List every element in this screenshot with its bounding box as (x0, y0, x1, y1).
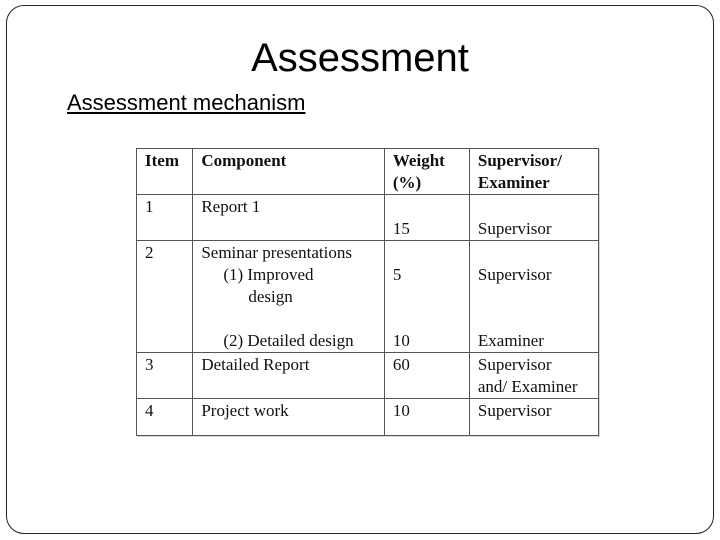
cell-component: Project work (193, 399, 385, 436)
sub2-weight: 10 (392, 331, 410, 350)
cell-assessor (469, 241, 598, 353)
table-header-row (137, 149, 599, 195)
header-weight-line2: (%) (392, 173, 422, 192)
component-text: Seminar presentations (201, 243, 352, 262)
sub1-assessor: Supervisor (477, 265, 552, 284)
cell-weight (384, 241, 469, 353)
sub1-weight: 5 (392, 265, 402, 284)
slide-title: Assessment (251, 36, 469, 80)
table-row (137, 353, 599, 399)
header-component: Component (193, 149, 385, 195)
assessor-line2: and/ Examiner (477, 377, 578, 396)
table-row (137, 399, 599, 436)
cell-weight: 10 (384, 399, 469, 436)
assessment-table (136, 148, 599, 436)
assessor-value: Supervisor (477, 219, 552, 238)
header-item: Item (137, 149, 193, 195)
cell-weight: 60 (384, 353, 469, 399)
header-weight (384, 149, 469, 195)
cell-item: 3 (137, 353, 193, 399)
header-supervisor-line1: Supervisor/ (477, 151, 562, 170)
cell-item: 4 (137, 399, 193, 436)
cell-assessor (469, 195, 598, 241)
cell-component: Report 1 (193, 195, 385, 241)
cell-weight (384, 195, 469, 241)
sub-component-2: (2) Detailed design (223, 331, 354, 350)
cell-item: 1 (137, 195, 193, 241)
sub-component-1-cont: design (248, 287, 293, 306)
table-row (137, 241, 599, 353)
header-supervisor-examiner (469, 149, 598, 195)
table-row (137, 195, 599, 241)
header-weight-line1: Weight (392, 151, 445, 170)
cell-assessor (469, 353, 598, 399)
cell-assessor: Supervisor (469, 399, 598, 436)
weight-value: 15 (392, 219, 410, 238)
cell-component: Detailed Report (193, 353, 385, 399)
cell-item: 2 (137, 241, 193, 353)
header-supervisor-line2: Examiner (477, 173, 550, 192)
sub2-assessor: Examiner (477, 331, 544, 350)
assessor-line1: Supervisor (477, 355, 552, 374)
slide-subtitle: Assessment mechanism (67, 90, 306, 115)
cell-component (193, 241, 385, 353)
sub-component-1: (1) Improved (223, 265, 314, 284)
